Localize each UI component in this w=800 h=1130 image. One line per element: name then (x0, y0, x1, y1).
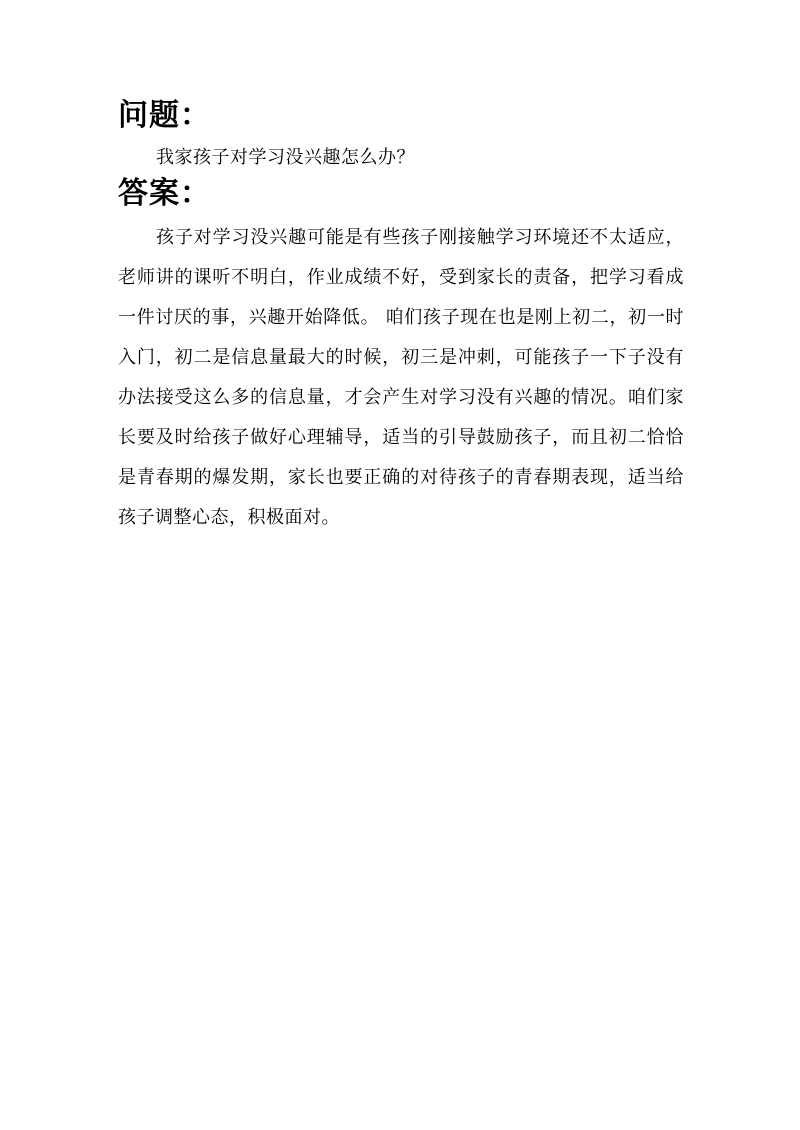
document-content (118, 96, 684, 538)
question-text: 我家孩子对学习没兴趣怎么办？ (156, 147, 415, 168)
answer-text: 孩子对学习没兴趣可能是有些孩子刚接触学习环境还不太适应，老师讲的课听不明白，作业成绩不好，受到家长的责备，把学习看成一件讨厌的事，兴趣开始降低。 咱们孩子现在也是刚上初二，初一时入门，初二是信息量最大的时候，初三是冲刺，可能孩子一下子没有办法接受这么多的信息量，才会产生对学习没有兴趣的情况。咱们家长要及时给孩子做好心理辅导，适当的引导鼓励孩子，而且初二恰恰是青春期的爆发期，家长也要正确的对待孩子的青春期表现，适当给孩子调整心态，积极面对。 (118, 227, 684, 528)
question-heading: 问题： (118, 98, 211, 133)
answer-heading: 答案： (118, 176, 211, 211)
